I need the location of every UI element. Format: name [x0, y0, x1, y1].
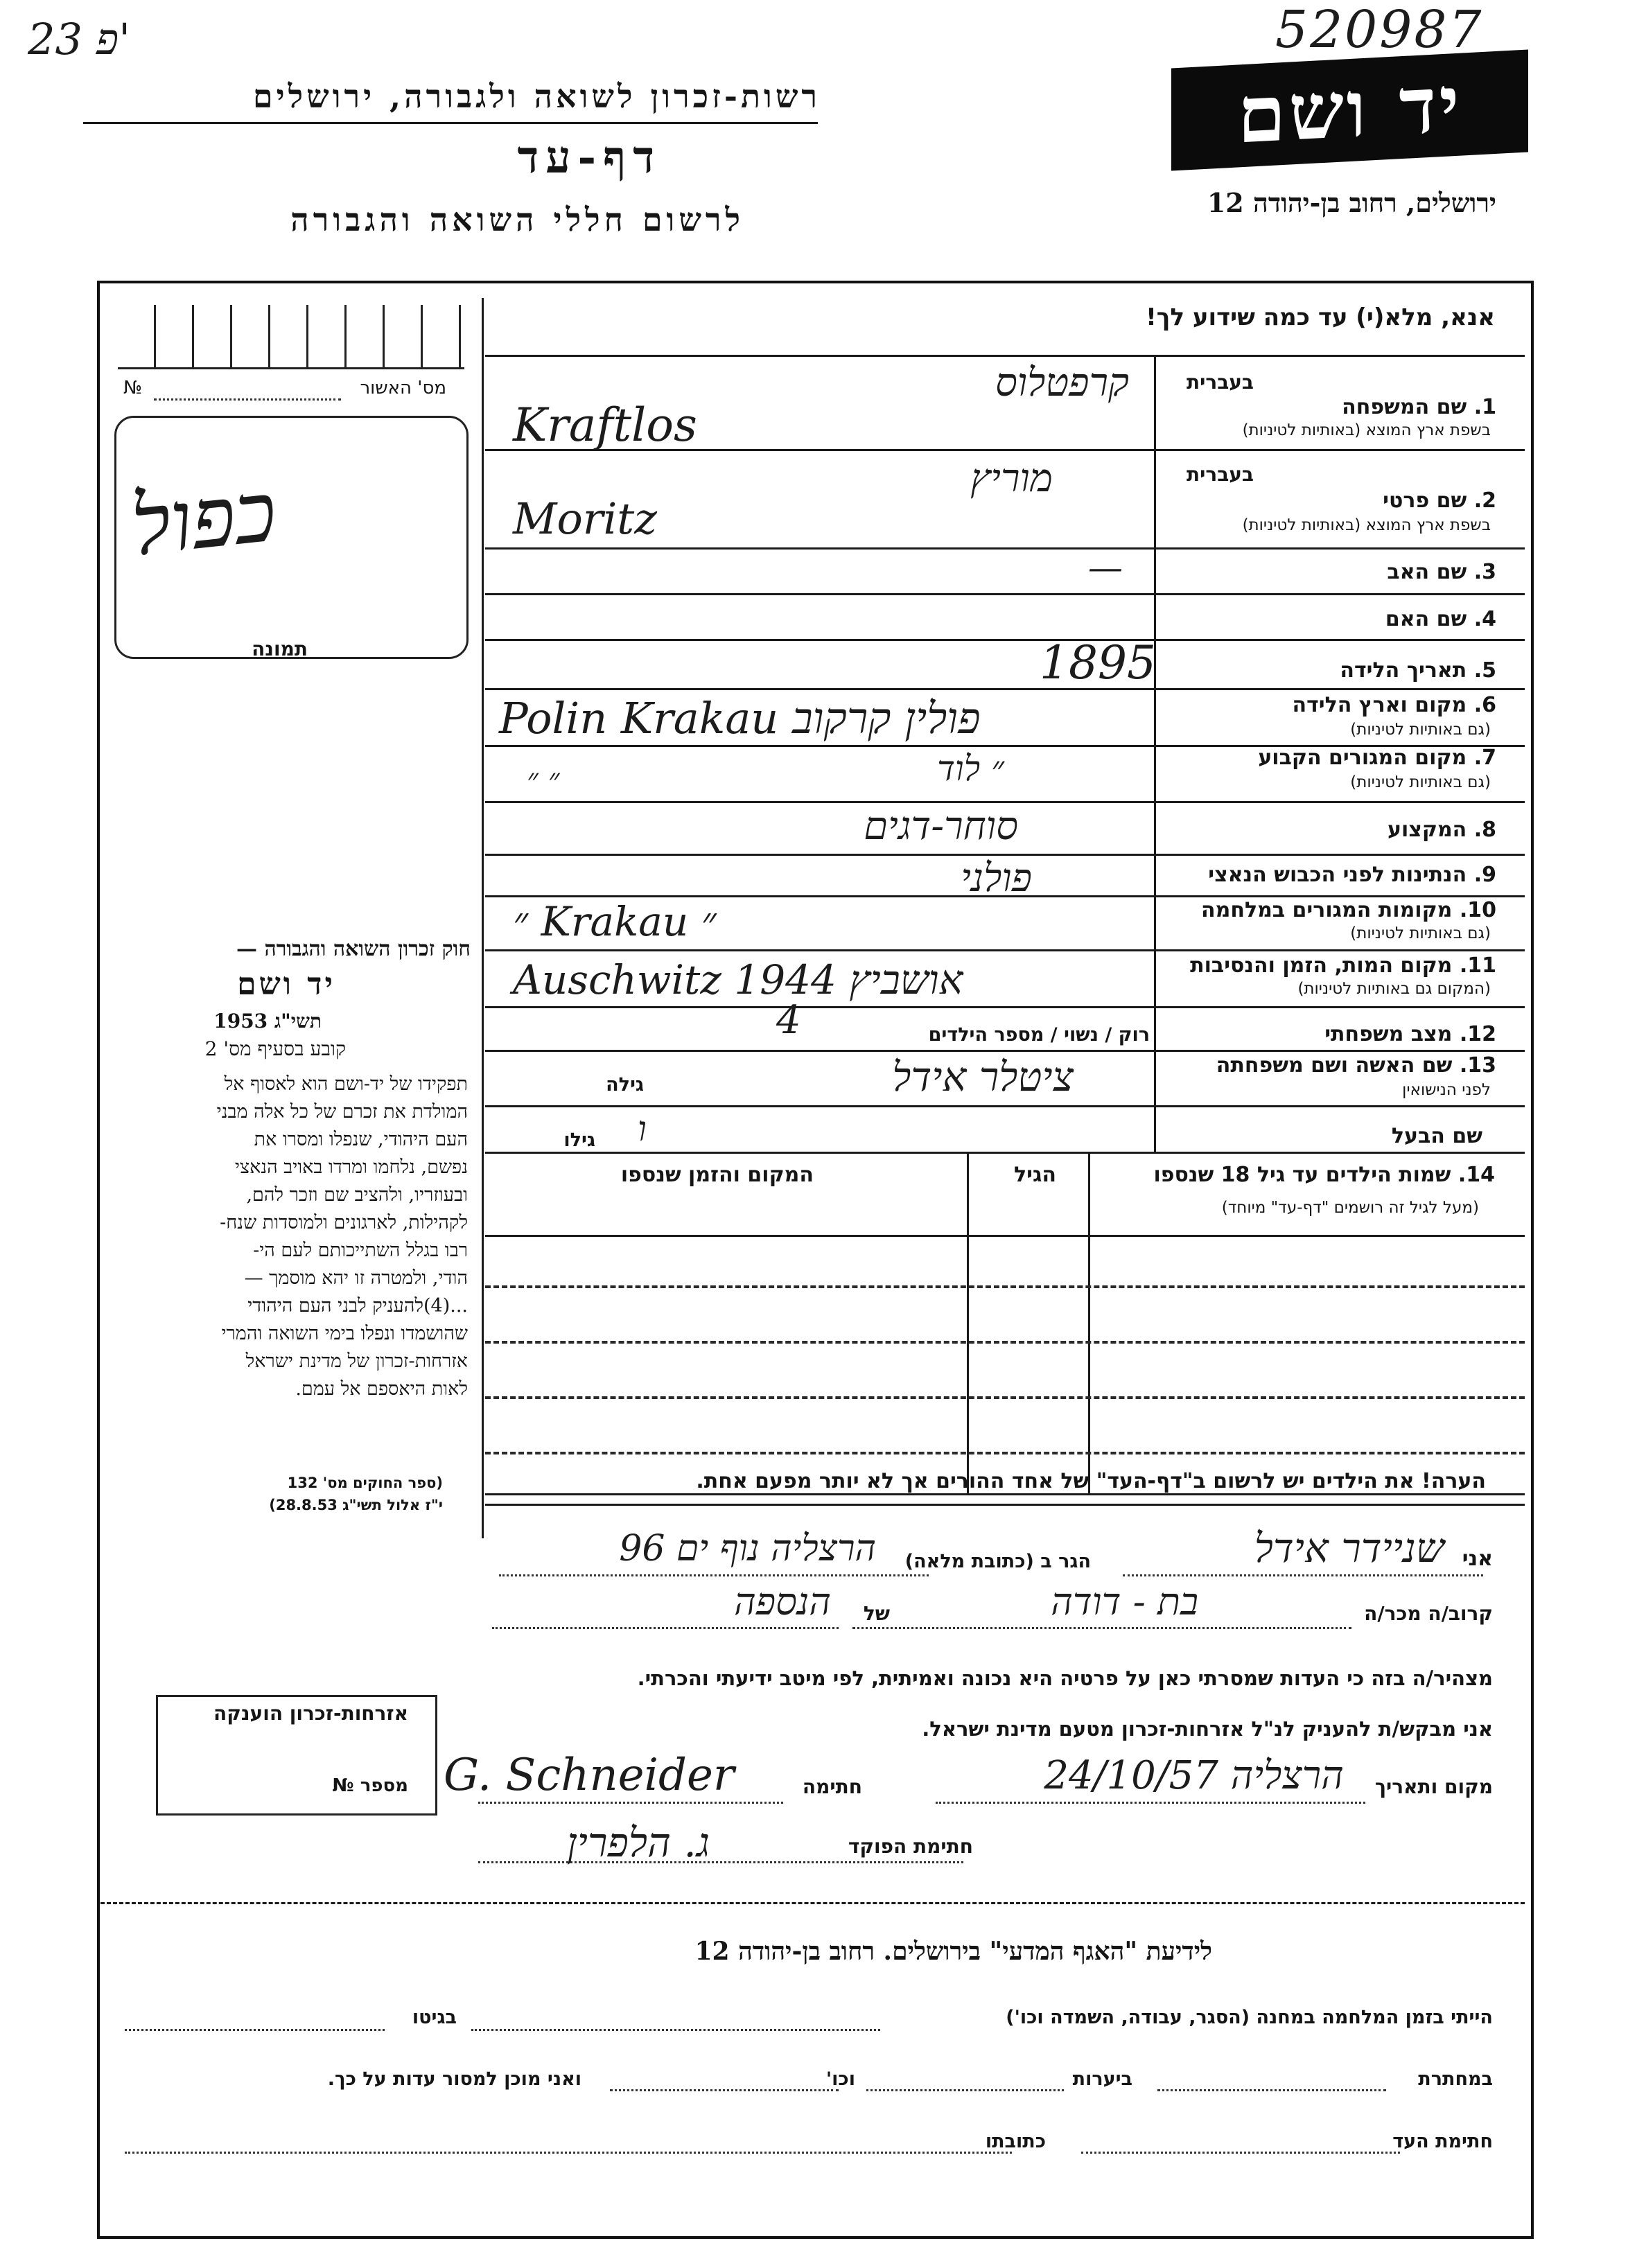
children-label: [1153, 1163, 1495, 1187]
law-heading: חוק זכרון השואה והגבורה —: [236, 937, 471, 961]
corner-note: 23 פ': [28, 14, 131, 64]
row-line: [485, 688, 1525, 690]
field-11-num: 11.: [1459, 953, 1496, 978]
field-13-value: ציטלר אידל: [892, 1053, 1074, 1100]
row-line: [485, 895, 1525, 897]
field-5-label-text: תאריך הלידה: [1340, 658, 1467, 683]
field-13-inline: גילה: [606, 1074, 644, 1096]
footer-forests-label: ביערות: [1072, 2068, 1132, 2090]
decl-of-value: הנספה: [734, 1580, 831, 1624]
law-section: קובע בסעיף מס' 2: [204, 1037, 346, 1060]
field-1-label-text: שם המשפחה: [1342, 395, 1467, 419]
row-line: [485, 949, 1525, 951]
husband-label: שם הבעל: [1391, 1124, 1482, 1148]
field-6-label: [1293, 693, 1496, 717]
field-1-label: [1342, 395, 1496, 419]
photo-caption: תמונה: [252, 638, 308, 660]
field-7-label: [1258, 746, 1496, 770]
tick-marks: [118, 305, 464, 369]
field-8-label-text: המקצוע: [1387, 818, 1467, 842]
children-header-line: [485, 1235, 1525, 1237]
field-10-label: [1201, 898, 1496, 922]
field-7-sub: (גם באותיות לטיניות): [1350, 773, 1491, 791]
row-line: [485, 1050, 1525, 1052]
field-1-value-latin: Kraftlos: [513, 398, 697, 452]
decl-official-label: חתימת הפוקד: [848, 1835, 973, 1858]
field-2-label: [1383, 489, 1496, 513]
field-9-label-text: הנתינות לפני הכבוש הנאצי: [1208, 863, 1467, 887]
field-11-value: Auschwitz 1944 אושביץ: [513, 956, 963, 1003]
law-text: [111, 1071, 468, 1403]
field-3-label: [1387, 560, 1496, 584]
field-1-tag: בעברית: [1186, 371, 1254, 394]
field-6-num: 6.: [1473, 693, 1496, 717]
archive-number: 520987: [1275, 0, 1484, 60]
field-9-label: [1208, 863, 1496, 887]
authority-line: רשות-זכרון לשואה ולגבורה, ירושלים: [252, 78, 821, 115]
field-11-label-text: מקום המות, הזמן והנסיבות: [1190, 953, 1453, 978]
field-13-label: [1216, 1053, 1496, 1078]
field-12-num: 12.: [1459, 1022, 1496, 1046]
footer-underground-line: [1157, 2089, 1386, 2091]
left-column-border: [482, 298, 484, 1538]
intro-text: אנא, מלא(י) עד כמה שידוע לך!: [1146, 304, 1495, 331]
law-line: שהושמדו ונפלו בימי השואה והמרי: [221, 1323, 468, 1344]
note-underline: [485, 1504, 1525, 1506]
row-line: [485, 1006, 1525, 1008]
row-line: [485, 547, 1525, 550]
row-line: [485, 449, 1525, 451]
field-2-value-latin: Moritz: [513, 493, 657, 544]
law-name: יד ושם: [237, 967, 335, 1002]
law-line: המולדת את זכרם של כל אלה מבני: [216, 1101, 468, 1123]
field-13-num: 13.: [1459, 1053, 1496, 1078]
footer-title: לידיעת "האגף המדעי" בירושלים. רחוב בן-יהודה 12: [694, 1937, 1212, 1966]
children-col-age: הגיל: [1014, 1163, 1056, 1187]
form-subtitle: לרשום חללי השואה והגבורה: [290, 201, 744, 238]
decl-official-line: [478, 1861, 963, 1863]
note-text: הערה! את הילדים יש לרשום ב"דף-העד" של אחד ההורים אך לא יותר מפעם אחת.: [696, 1469, 1486, 1493]
field-6-label-text: מקום וארץ הלידה: [1292, 693, 1467, 717]
field-11-sub: (המקום גם באותיות לטיניות): [1297, 980, 1491, 998]
field-2-num: 2.: [1473, 489, 1496, 513]
row-line: [485, 1105, 1525, 1107]
law-line: נפשם, נלחמו ומרדו באויב הנאצי: [234, 1157, 468, 1178]
footer-witness-sig-line: [1081, 2152, 1400, 2154]
decl-official-value: ג. הלפרין: [566, 1819, 710, 1866]
field-2-sub: בשפת ארץ המוצא (באותיות לטיניות): [1242, 516, 1491, 534]
footer-camp-label: הייתי בזמן המלחמה במחנה (הסגר, עבודה, השמדה וכו'): [1006, 2007, 1493, 2028]
children-label-text: שמות הילדים עד גיל 18 שנספו: [1153, 1163, 1451, 1187]
cert-no-line: [154, 398, 341, 401]
law-line: ובעוזריו, ולהציב שם וזכר להם,: [246, 1184, 468, 1206]
decl-place-date-label: מקום ותאריך: [1374, 1775, 1493, 1798]
law-ref-1: (ספר החוקים מס' 132: [287, 1475, 443, 1491]
field-2-value-he: מוריץ: [970, 456, 1053, 501]
field-4-label-text: שם האם: [1385, 607, 1467, 631]
field-8-label: [1388, 818, 1496, 842]
law-line: אזרחות-זכרון של מדינת ישראל: [245, 1351, 468, 1372]
field-10-label-text: מקומות המגורים במלחמה: [1201, 898, 1453, 922]
authority-underline: [83, 122, 818, 124]
children-num: 14.: [1458, 1163, 1495, 1187]
footer-etc-line: [610, 2089, 839, 2091]
decl-name-value: שניידר אידל: [1254, 1524, 1444, 1572]
husband-inline: גילו: [563, 1129, 595, 1151]
footer-ghetto-line: [125, 2029, 385, 2031]
law-line: העם היהודי, שנפלו ומסרו את: [254, 1129, 468, 1150]
field-1-num: 1.: [1473, 395, 1496, 419]
citizenship-number: מספר №: [332, 1775, 408, 1796]
field-4-num: 4.: [1473, 607, 1496, 631]
decl-name-line: [1123, 1574, 1483, 1576]
field-12-label-text: מצב משפחתי: [1324, 1022, 1453, 1046]
yad-vashem-logo: [1171, 50, 1528, 171]
field-5-num: 5.: [1473, 658, 1496, 683]
field-6-value: Polin Krakau פולין קרקוב: [499, 693, 981, 744]
decl-place-date-value: הרצליה 24/10/57: [1044, 1753, 1344, 1798]
label-top-line: [485, 355, 1525, 357]
field-5-value: 1895: [1040, 636, 1156, 689]
decl-request: אני מבקש/ת להעניק לנ"ל אזרחות-זכרון מטעם מדינת ישראל.: [922, 1717, 1493, 1741]
field-1-value-he: קרפטלוס: [995, 360, 1129, 405]
field-8-value: סוחר-דגים: [864, 804, 1018, 849]
children-col-divider: [967, 1154, 969, 1493]
field-10-value: ״ Krakau ״: [513, 898, 717, 945]
field-5-label: [1340, 658, 1496, 683]
law-ref-2: י"ז אלול תשי"ג 28.8.53): [269, 1497, 443, 1513]
children-row-line: [485, 1341, 1525, 1344]
decl-place-date-line: [936, 1802, 1365, 1804]
field-12-value: 4: [776, 998, 801, 1043]
field-10-num: 10.: [1459, 898, 1496, 922]
field-7-value-2: ״ לוד: [937, 748, 1004, 789]
photo-stamp: כפול: [127, 464, 281, 575]
law-line: הודי, ולמטרה זו יהא מוסמך —: [244, 1267, 468, 1289]
footer-underground-label: במחתרת: [1418, 2068, 1493, 2090]
children-row-line: [485, 1452, 1525, 1454]
field-2-label-text: שם פרטי: [1383, 489, 1467, 513]
footer-etc-label: וכו': [825, 2068, 855, 2090]
law-line: ...(4)להעניק לבני העם היהודי: [247, 1295, 468, 1317]
cert-label: מס' האשור: [360, 378, 446, 398]
field-6-sub: (גם באותיות לטיניות): [1350, 721, 1491, 739]
logo-text: יד ושם: [1237, 58, 1462, 161]
field-13-label-text: שם האשה ושם משפחתה: [1216, 1053, 1453, 1078]
field-2-tag: בעברית: [1186, 463, 1254, 486]
children-sub: (מעל לגיל זה רושמים "דף-עד" מיוחד): [1221, 1199, 1479, 1217]
decl-relation-line: [852, 1627, 1351, 1629]
field-9-num: 9.: [1473, 863, 1496, 887]
field-13-sub: לפני הנישואין: [1402, 1081, 1491, 1099]
decl-residing: הגר ב (כתובת מלאה): [904, 1551, 1091, 1572]
row-line: [485, 639, 1525, 641]
children-col-place: המקום והזמן שנספו: [620, 1163, 814, 1187]
footer-ghetto-label: בגיטו: [412, 2007, 457, 2028]
decl-ani: אני: [1462, 1547, 1493, 1571]
husband-value: ו: [638, 1109, 647, 1149]
field-4-label: [1385, 607, 1496, 631]
citizenship-title: אזרחות-זכרון הוענקה: [213, 1702, 408, 1725]
footer-witness-sig-label: חתימת העד: [1392, 2131, 1493, 2152]
field-3-value: —: [1088, 547, 1123, 588]
form-title: דף-עד: [517, 132, 661, 184]
cert-no-symbol: №: [123, 378, 143, 398]
law-line: לאות היאספם אל עמם.: [295, 1378, 468, 1400]
footer-camp-line: [471, 2029, 880, 2031]
decl-signature-value: G. Schneider: [444, 1750, 735, 1801]
children-row-line: [485, 1285, 1525, 1288]
decl-statement: מצהיר/ה בזה כי העדות שמסרתי כאן על פרטיה היא נכונה ואמיתית, לפי מיטב ידיעתי והכרתי.: [637, 1667, 1493, 1690]
address: ירושלים, רחוב בן-יהודה 12: [1207, 187, 1496, 218]
decl-address-value: הרצליה נוף ים 96: [619, 1528, 876, 1570]
decl-relation-value: בת - דודה: [1051, 1580, 1198, 1624]
field-7-num: 7.: [1473, 746, 1496, 770]
field-12-inline: רוק / נשוי / מספר הילדים: [928, 1024, 1150, 1046]
footer-forests-line: [866, 2089, 1064, 2091]
field-11-label: [1190, 953, 1496, 978]
row-line: [485, 801, 1525, 803]
field-9-value: פולני: [961, 856, 1032, 901]
field-12-label: [1324, 1022, 1496, 1046]
footer-address-line: [125, 2152, 1012, 2154]
footer-ready-label: ואני מוכן למסור עדות על כך.: [327, 2068, 581, 2090]
footer-separator: [100, 1902, 1525, 1904]
field-8-num: 8.: [1473, 818, 1496, 842]
field-7-value: ״ ״: [527, 762, 560, 798]
footer-address-label: כתובתו: [985, 2131, 1046, 2152]
law-line: לקהילות, לארגונים ולמוסדות שנח-: [220, 1212, 468, 1233]
decl-signature-line: [478, 1802, 783, 1804]
row-line: [485, 593, 1525, 595]
decl-relation-label: קרוב/ה מכר/ה: [1364, 1602, 1493, 1625]
field-3-label-text: שם האב: [1387, 560, 1467, 584]
children-row-line: [485, 1396, 1525, 1399]
law-year: תשי"ג 1953: [213, 1010, 322, 1032]
law-line: רבו בגלל השתייכותם לעם הי-: [253, 1240, 468, 1261]
field-3-num: 3.: [1473, 560, 1496, 584]
field-7-label-text: מקום המגורים הקבוע: [1258, 746, 1467, 770]
decl-signature-label: חתימה: [802, 1775, 862, 1798]
children-bottom-line: [485, 1493, 1525, 1495]
decl-of-line: [492, 1627, 839, 1629]
field-1-sub: בשפת ארץ המוצא (באותיות לטיניות): [1242, 421, 1491, 439]
children-col-divider: [1088, 1154, 1090, 1493]
field-10-sub: (גם באותיות לטיניות): [1350, 924, 1491, 942]
label-column-border: [1154, 355, 1156, 1152]
decl-of: של: [863, 1602, 890, 1625]
law-line: תפקידו של יד-ושם הוא לאסוף אל: [224, 1073, 468, 1095]
decl-address-line: [499, 1574, 929, 1576]
